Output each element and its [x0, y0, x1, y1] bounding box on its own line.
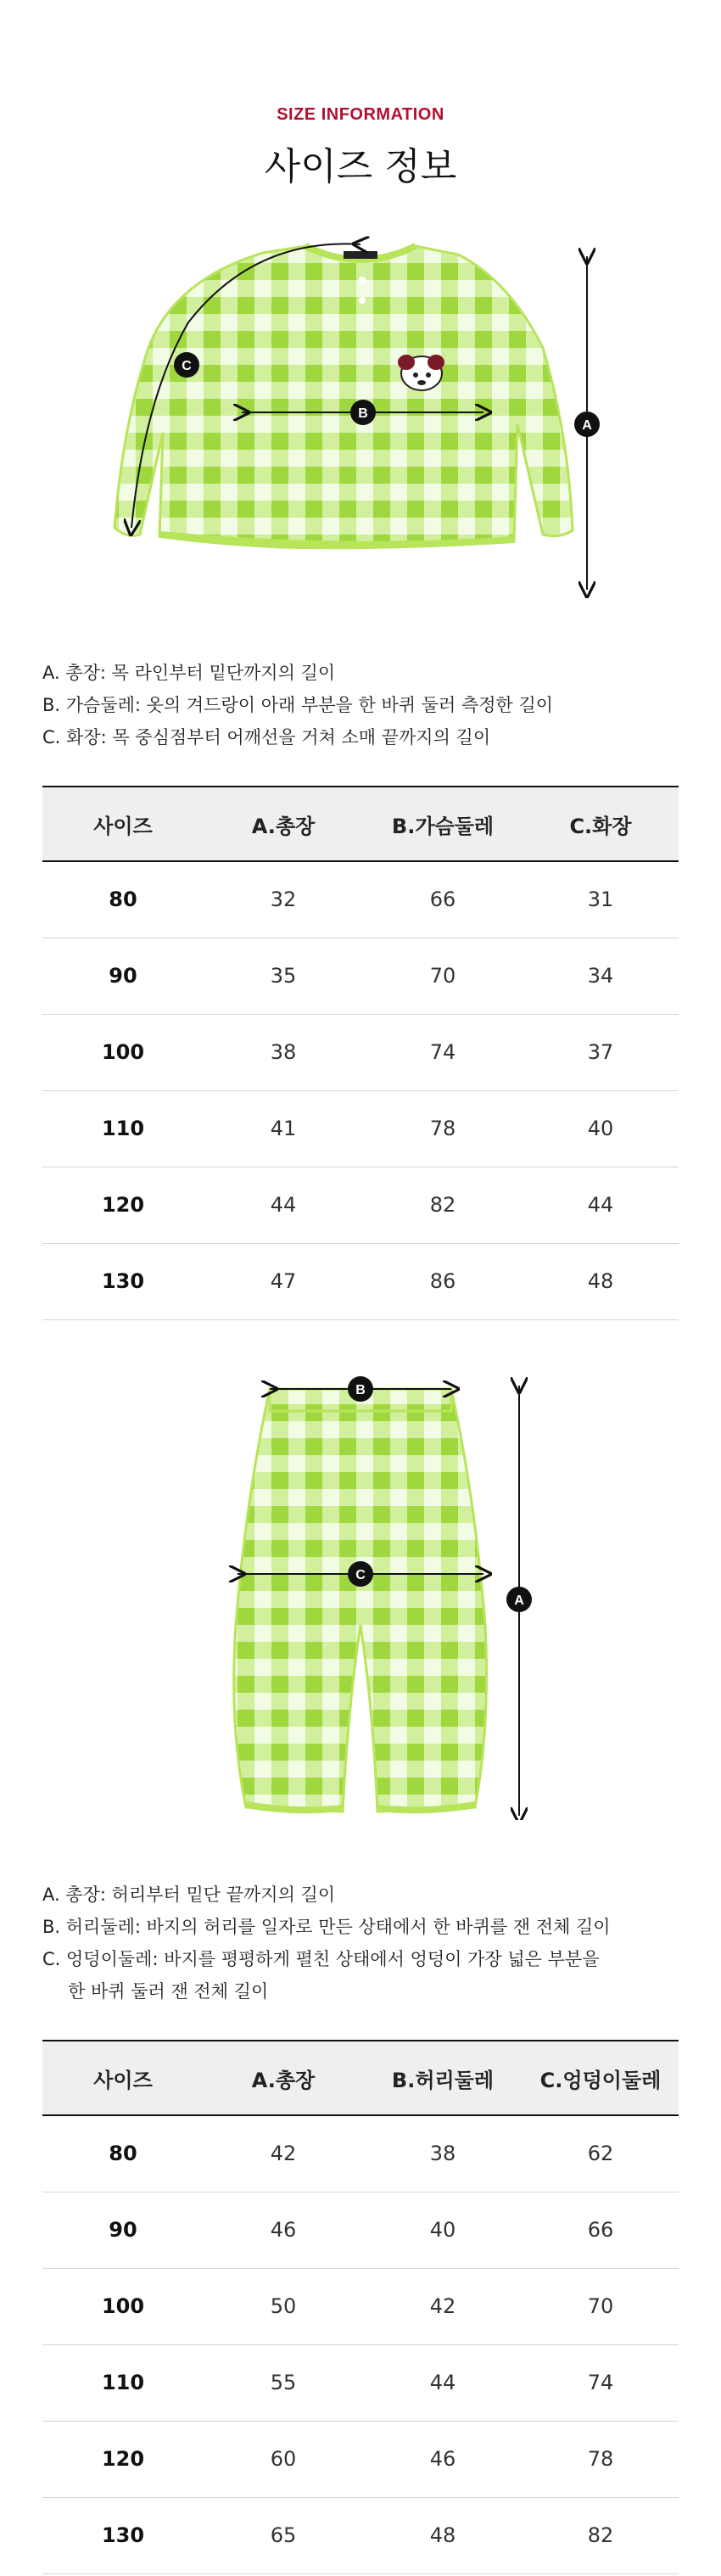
- cell-b: 82: [363, 1167, 523, 1243]
- header-c: C.엉덩이둘레: [523, 2041, 679, 2115]
- cell-c: 82: [523, 2497, 679, 2573]
- bottom-size-table: [42, 2040, 679, 2574]
- neck-label: [344, 251, 377, 259]
- bottom-desc-b: B. 허리둘레: 바지의 허리를 일자로 만든 상태에서 한 바퀴를 잰 전체 길이: [42, 1917, 611, 1937]
- cell-b: 42: [363, 2268, 523, 2344]
- cell-size: 130: [42, 1243, 204, 1319]
- cell-b: 44: [363, 2344, 523, 2421]
- cell-b: 78: [363, 1090, 523, 1167]
- table-row: [42, 2115, 679, 2192]
- cell-size: 120: [42, 1167, 204, 1243]
- cell-a: 55: [204, 2344, 363, 2421]
- cell-size: 120: [42, 2421, 204, 2497]
- top-descriptions: [42, 657, 687, 753]
- header-size: 사이즈: [42, 2041, 204, 2115]
- shirt-body: [115, 246, 573, 548]
- button-2: [359, 297, 366, 304]
- page-title: 사이즈 정보: [264, 145, 457, 188]
- cell-b: 48: [363, 2497, 523, 2573]
- cell-c: 62: [523, 2115, 679, 2192]
- top-size-table: [42, 786, 679, 1320]
- cell-size: 110: [42, 1090, 204, 1167]
- bottom-desc-a: A. 총장: 허리부터 밑단 끝까지의 길이: [42, 1884, 336, 1905]
- measure-c-label: C: [355, 1568, 366, 1582]
- cell-size: 80: [42, 2115, 204, 2192]
- eyebrow-heading: SIZE INFORMATION: [277, 105, 444, 124]
- table-row: [42, 1090, 679, 1167]
- top-garment-diagram: [0, 229, 721, 602]
- measure-c-label: C: [182, 359, 192, 373]
- bottom-garment-diagram: [0, 1370, 721, 1820]
- cell-size: 90: [42, 2192, 204, 2268]
- cell-a: 47: [204, 1243, 363, 1319]
- table-row: [42, 1014, 679, 1090]
- cell-c: 40: [523, 1090, 679, 1167]
- cell-b: 86: [363, 1243, 523, 1319]
- measure-a-label: A: [514, 1593, 524, 1608]
- table-header-row: [42, 787, 679, 861]
- cell-size: 90: [42, 938, 204, 1014]
- cell-size: 100: [42, 1014, 204, 1090]
- cell-a: 42: [204, 2115, 363, 2192]
- table-row: [42, 2192, 679, 2268]
- header-c: C.화장: [523, 787, 679, 861]
- header-a: A.총장: [204, 787, 363, 861]
- cell-b: 74: [363, 1014, 523, 1090]
- table-row: [42, 1167, 679, 1243]
- cell-b: 40: [363, 2192, 523, 2268]
- button-1: [359, 277, 366, 283]
- cell-a: 32: [204, 861, 363, 938]
- cell-size: 110: [42, 2344, 204, 2421]
- cell-c: 48: [523, 1243, 679, 1319]
- cell-c: 66: [523, 2192, 679, 2268]
- cell-a: 60: [204, 2421, 363, 2497]
- pants-body: [234, 1389, 487, 1812]
- cell-c: 70: [523, 2268, 679, 2344]
- cell-a: 35: [204, 938, 363, 1014]
- cell-c: 74: [523, 2344, 679, 2421]
- top-illustration: [0, 229, 721, 602]
- cell-c: 37: [523, 1014, 679, 1090]
- cell-size: 130: [42, 2497, 204, 2573]
- bottom-desc-c-cont: 한 바퀴 둘러 잰 전체 길이: [68, 1981, 269, 2002]
- cell-a: 41: [204, 1090, 363, 1167]
- measure-b-label: B: [358, 406, 368, 421]
- cell-c: 78: [523, 2421, 679, 2497]
- cell-b: 70: [363, 938, 523, 1014]
- cell-a: 50: [204, 2268, 363, 2344]
- table-row: [42, 938, 679, 1014]
- measure-b-label: B: [355, 1383, 366, 1397]
- table-row: [42, 2268, 679, 2344]
- cell-a: 44: [204, 1167, 363, 1243]
- cell-a: 65: [204, 2497, 363, 2573]
- cell-size: 100: [42, 2268, 204, 2344]
- header-b: B.허리둘레: [363, 2041, 523, 2115]
- cell-c: 34: [523, 938, 679, 1014]
- cell-b: 46: [363, 2421, 523, 2497]
- table-row: [42, 2344, 679, 2421]
- bottom-descriptions: [42, 1879, 687, 2008]
- bottom-illustration: [0, 1370, 721, 1820]
- cell-c: 44: [523, 1167, 679, 1243]
- top-desc-b: B. 가슴둘레: 옷의 겨드랑이 아래 부분을 한 바퀴 둘러 측정한 길이: [42, 695, 554, 715]
- header-a: A.총장: [204, 2041, 363, 2115]
- cell-a: 38: [204, 1014, 363, 1090]
- table-row: [42, 861, 679, 938]
- top-desc-a: A. 총장: 목 라인부터 밑단까지의 길이: [42, 663, 336, 683]
- cell-c: 31: [523, 861, 679, 938]
- top-desc-c: C. 화장: 목 중심점부터 어깨선을 거쳐 소매 끝까지의 길이: [42, 727, 491, 748]
- bottom-desc-c: C. 엉덩이둘레: 바지를 평평하게 펼친 상태에서 엉덩이 가장 넓은 부분을: [42, 1949, 600, 1969]
- cell-a: 46: [204, 2192, 363, 2268]
- table-row: [42, 2421, 679, 2497]
- measure-a-label: A: [582, 418, 592, 433]
- cell-size: 80: [42, 861, 204, 938]
- header-b: B.가슴둘레: [363, 787, 523, 861]
- cell-b: 66: [363, 861, 523, 938]
- table-row: [42, 2497, 679, 2573]
- header-size: 사이즈: [42, 787, 204, 861]
- table-row: [42, 1243, 679, 1319]
- cell-b: 38: [363, 2115, 523, 2192]
- table-header-row: [42, 2041, 679, 2115]
